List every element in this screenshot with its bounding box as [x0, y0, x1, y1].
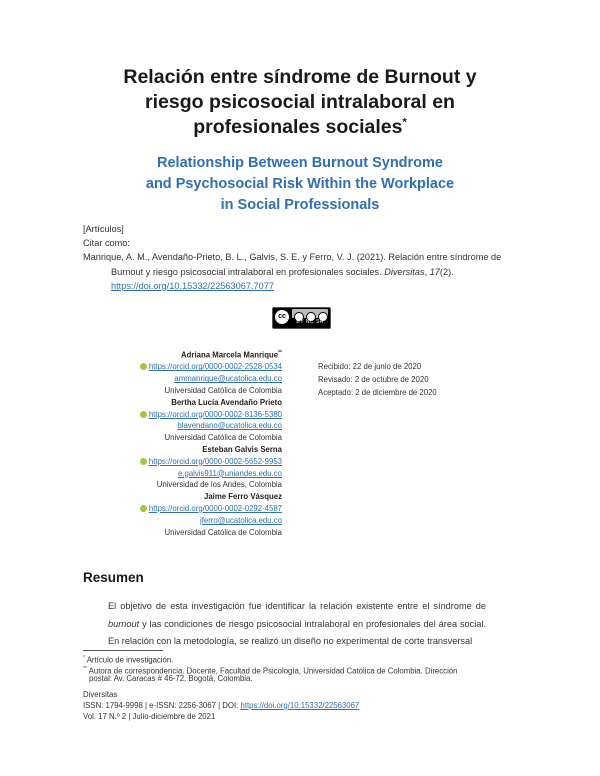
- citation-volume: 17: [429, 267, 440, 277]
- author-affiliation: Universidad Católica de Colombia: [164, 385, 282, 395]
- author-name: Esteban Galvis Serna: [202, 444, 282, 454]
- title-footnote-mark: *: [402, 116, 407, 129]
- author-email[interactable]: [82, 515, 282, 527]
- author-orcid[interactable]: [82, 361, 282, 373]
- author-orcid[interactable]: [82, 409, 282, 421]
- citation-line-2: Burnout y riesgo psicosocial intralaboral en profesionales sociales. Diversitas, 17(2).: [111, 267, 454, 277]
- orcid-icon: [140, 411, 147, 418]
- article-dates: [318, 360, 437, 399]
- orcid-link[interactable]: https://orcid.org/0000-0002-0292-4587: [148, 503, 282, 513]
- author-affiliation: Universidad Católica de Colombia: [164, 527, 282, 537]
- abstract-line-1: El objetivo de esta investigación fue identificar la relación existente entre el síndrome de: [108, 601, 486, 611]
- citation-journal: Diversitas: [384, 267, 425, 277]
- title-en-line-1: Relationship Between Burnout Syndrome: [157, 155, 443, 171]
- journal-volume: Vol. 17 N.º 2 | Julio-diciembre de 2021: [83, 712, 216, 721]
- footnote-2-cont: postal: Av. Caracas # 46-72, Bogotá, Colombia.: [89, 674, 253, 683]
- author-email[interactable]: [82, 468, 282, 480]
- title-es-line-3: profesionales sociales*: [193, 116, 407, 138]
- abstract-body: [108, 598, 486, 651]
- orcid-icon: [140, 458, 147, 465]
- journal-issn: ISSN: 1794-9998 | e-ISSN: 2256-3067 | DOI: https://doi.org/10.15332/22563067: [83, 701, 360, 710]
- abstract-line-2: burnout y las condiciones de riesgo psicosocial intralaboral en profesionales del área social.: [108, 618, 486, 629]
- title-es-line-2: riesgo psicosocial intralaboral en: [145, 91, 455, 113]
- license-terms-icons: [292, 309, 328, 318]
- abstract-emphasis: burnout: [108, 618, 140, 629]
- orcid-link[interactable]: https://orcid.org/0000-0002-8136-5380: [148, 409, 282, 419]
- license-terms-text: BY NC SA: [296, 319, 324, 325]
- date-received: Recibido: 22 de junio de 2020: [318, 362, 422, 371]
- orcid-icon: [140, 363, 147, 370]
- citation-doi-link[interactable]: https://doi.org/10.15332/22563067.7077: [111, 281, 274, 291]
- email-link[interactable]: jferro@ucatolica.edu.co: [199, 515, 282, 525]
- creative-commons-icon: cc: [275, 310, 289, 324]
- article-title-en: [80, 153, 520, 216]
- author-name: Bertha Lucía Avendaño Prieto: [171, 397, 282, 407]
- orcid-link[interactable]: https://orcid.org/0000-0002-5652-9953: [148, 456, 282, 466]
- author-email[interactable]: [82, 420, 282, 432]
- author-email[interactable]: [82, 373, 282, 385]
- email-link[interactable]: blavendano@ucatolica.edu.co: [177, 421, 282, 431]
- footnote-divider: [83, 650, 163, 651]
- journal-name: Diversitas: [83, 690, 118, 699]
- author-orcid[interactable]: [82, 503, 282, 515]
- email-link[interactable]: e.galvis911@uniandes.edu.co: [177, 468, 282, 478]
- footnote-1: * Artículo de investigación.: [83, 655, 174, 665]
- abstract-heading: Resumen: [83, 570, 144, 585]
- abstract-line-3: En relación con la metodología, se realizó un diseño no experimental de corte transversal: [108, 636, 473, 646]
- journal-doi-link[interactable]: https://doi.org/10.15332/22563067: [240, 701, 360, 710]
- title-es-line-1: Relación entre síndrome de Burnout y: [123, 66, 477, 88]
- cite-label: Citar como:: [83, 238, 130, 248]
- orcid-icon: [140, 505, 147, 512]
- author-affiliation: Universidad Católica de Colombia: [164, 433, 282, 443]
- author-affiliation: Universidad de los Andes, Colombia: [156, 480, 282, 490]
- date-revised: Revisado: 2 de octubre de 2020: [318, 375, 429, 384]
- title-en-line-2: and Psychosocial Risk Within the Workplace: [145, 176, 455, 192]
- title-en-line-3: in Social Professionals: [220, 197, 380, 213]
- orcid-link[interactable]: https://orcid.org/0000-0002-2528-0534: [148, 362, 282, 372]
- date-accepted: Aceptado: 2 de diciembre de 2020: [318, 388, 437, 397]
- cc-license-badge[interactable]: [272, 307, 331, 329]
- author-orcid[interactable]: [82, 456, 282, 468]
- citation-line-1: Manrique, A. M., Avendaño-Prieto, B. L., Galvis, S. E. y Ferro, V. J. (2021). Relación entre síndrome de: [83, 252, 502, 262]
- email-link[interactable]: ammanrique@ucatolica.edu.co: [174, 374, 282, 384]
- article-type: [Artículos]: [83, 224, 124, 234]
- authors-block: [82, 348, 282, 538]
- footnote-2: ** Autora de correspondencia. Docente, Facultad de Psicología, Universidad Católica de Colombia. Dirección: [83, 666, 458, 676]
- article-title-es: [60, 65, 540, 140]
- author-name: Adriana Marcela Manrique**: [181, 350, 282, 360]
- author-name: Jaime Ferro Vásquez: [203, 492, 282, 502]
